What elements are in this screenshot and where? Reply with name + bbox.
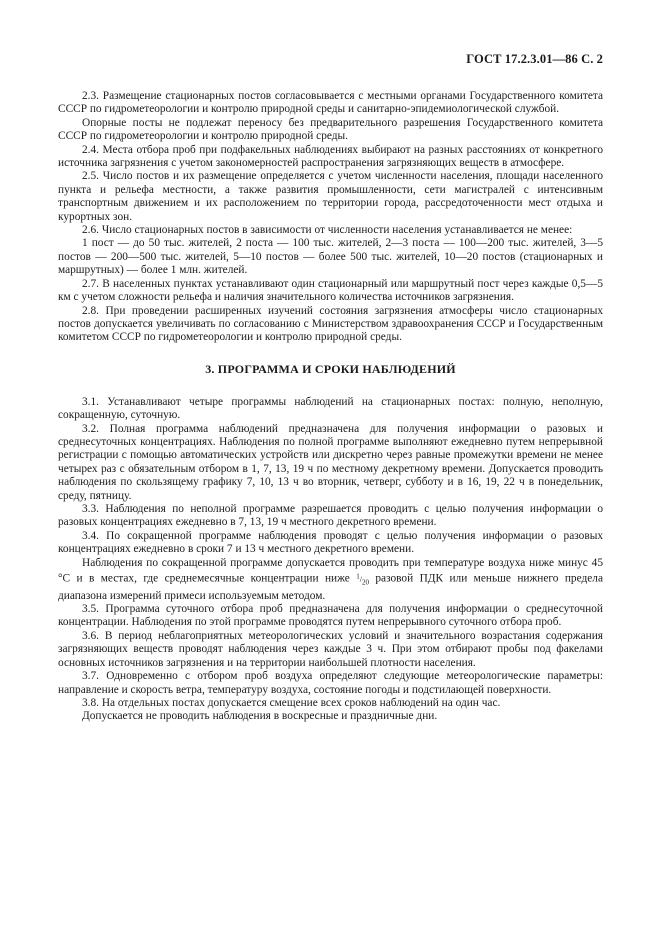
paragraph-3-6: 3.6. В период неблагоприятных метеорологических условий и значительного возрастания содержания загрязняющих веществ проводят наблюдения через каждые 3 ч. При этом отбирают пробы под факелами основных источников загрязнения и на территории наибольшей плотности населения. <box>58 629 603 669</box>
paragraph-3-2: 3.2. Полная программа наблюдений предназначена для получения информации о разовых и среднесуточных концентрациях. Наблюдения по полной программе выполняют ежедневно путем непрерывной регистрации с помощью автоматических устройств или дискретно через равные промежутки времени не менее четырех раз с обязательным отбором в 1, 7, 13, 19 ч по местному декретному времени. Допускается проводить наблюдения по скользящему графику 7, 10, 13 ч во вторник, четверг, субботу и в 16, 19, 22 ч в понедельник, среду, пятницу. <box>58 422 603 502</box>
paragraph-3-5: 3.5. Программа суточного отбора проб предназначена для получения информации о среднесуточной концентрации. Наблюдения по этой программе проводятся путем непрерывного суточного отбора проб. <box>58 603 603 629</box>
paragraph-3-3: 3.3. Наблюдения по неполной программе разрешается проводить с целью получения информации о разовых концентрациях ежедневно в 7, 13, 19 ч местного декретного времени. <box>58 502 603 529</box>
paragraph-2-8: 2.8. При проведении расширенных изучений состояния загрязнения атмосферы число стационарных постов допускается увеличивать по согласованию с Министерством здравоохранения СССР и Государственным комитетом СССР по гидрометеорологии и контролю природной среды. <box>58 304 603 344</box>
low-temp-text-after: разовой ПДК или меньше нижнего предела диапазона измерений примеси используемым методом. <box>58 572 603 602</box>
running-header: ГОСТ 17.2.3.01—86 С. 2 <box>466 52 603 66</box>
paragraph-3-8-holidays: Допускается не проводить наблюдения в воскресные и праздничные дни. <box>82 710 438 723</box>
low-temp-text-before: Наблюдения по сокращенной программе допускается проводить при температуре воздуха ниже минус 45 °С и в местах, где среднемесячные концентрации ниже <box>58 556 603 585</box>
fraction-denominator: 20 <box>361 578 369 587</box>
paragraph-2-6-post-counts: 1 пост — до 50 тыс. жителей, 2 поста — 100 тыс. жителей, 2—3 поста — 100—200 тыс. жителей, 3—5 постов — 200—500 тыс. жителей, 5—10 постов — более 500 тыс. жителей, 10—20 постов (стационарных и маршрутных) — более 1 млн. жителей. <box>58 237 603 277</box>
paragraph-3-4: 3.4. По сокращенной программе наблюдения проводят с целью получения информации о разовых концентрациях ежедневно в сроки 7 и 13 ч местного декретного времени. <box>58 529 603 556</box>
document-page <box>58 52 603 724</box>
paragraph-3-7: 3.7. Одновременно с отбором проб воздуха определяют следующие метеорологические параметры: направление и скорость ветра, температуру воздуха, состояние погоды и подстилающей поверхности. <box>58 670 603 696</box>
fraction-one-twentieth: $^1/_{20}$ <box>356 572 369 587</box>
paragraph-3-1: 3.1. Устанавливают четыре программы наблюдений на стационарных постах: полную, неполную, сокращенную, суточную. <box>58 395 603 422</box>
paragraph-2-3-reference-posts: Опорные посты не подлежат переносу без предварительного разрешения Государственного комитета СССР по гидрометеорологии и контролю природной среды. <box>58 116 603 143</box>
paragraph-2-7: 2.7. В населенных пунктах устанавливают один стационарный или маршрутный пост через каждые 0,5—5 км с учетом сложности рельефа и наличия значительного количества источников загрязнения. <box>58 277 603 304</box>
section-2-body <box>58 90 603 345</box>
paragraph-2-3: 2.3. Размещение стационарных постов согласовывается с местными органами Государственного комитета СССР по гидрометеорологии и контролю природной среды и санитарно-эпидемиологической службой. <box>58 90 603 116</box>
paragraph-3-8: 3.8. На отдельных постах допускается смещение всех сроков наблюдений на один час. <box>82 696 501 709</box>
paragraph-2-6: 2.6. Число стационарных постов в зависимости от численности населения устанавливается не менее: <box>82 224 573 237</box>
section-3-heading: 3. ПРОГРАММА И СРОКИ НАБЛЮДЕНИЙ <box>205 361 456 376</box>
paragraph-2-4: 2.4. Места отбора проб при подфакельных наблюдениях выбирают на разных расстояниях от конкретного источника загрязнения с учетом закономерностей распространения загрязняющих веществ в атмосфере. <box>58 143 603 170</box>
fraction-numerator: 1 <box>356 572 360 580</box>
paragraph-3-4-low-temperature <box>58 557 603 603</box>
paragraph-2-5: 2.5. Число постов и их размещение определяется с учетом численности населения, площади населенного пункта и рельефа местности, а также развития промышленности, сети магистралей с интенсивным транспортным движением и их расположением по территории города, рассредоточенности мест отдыха и курортных зон. <box>58 170 603 223</box>
section-3-body <box>58 396 603 724</box>
